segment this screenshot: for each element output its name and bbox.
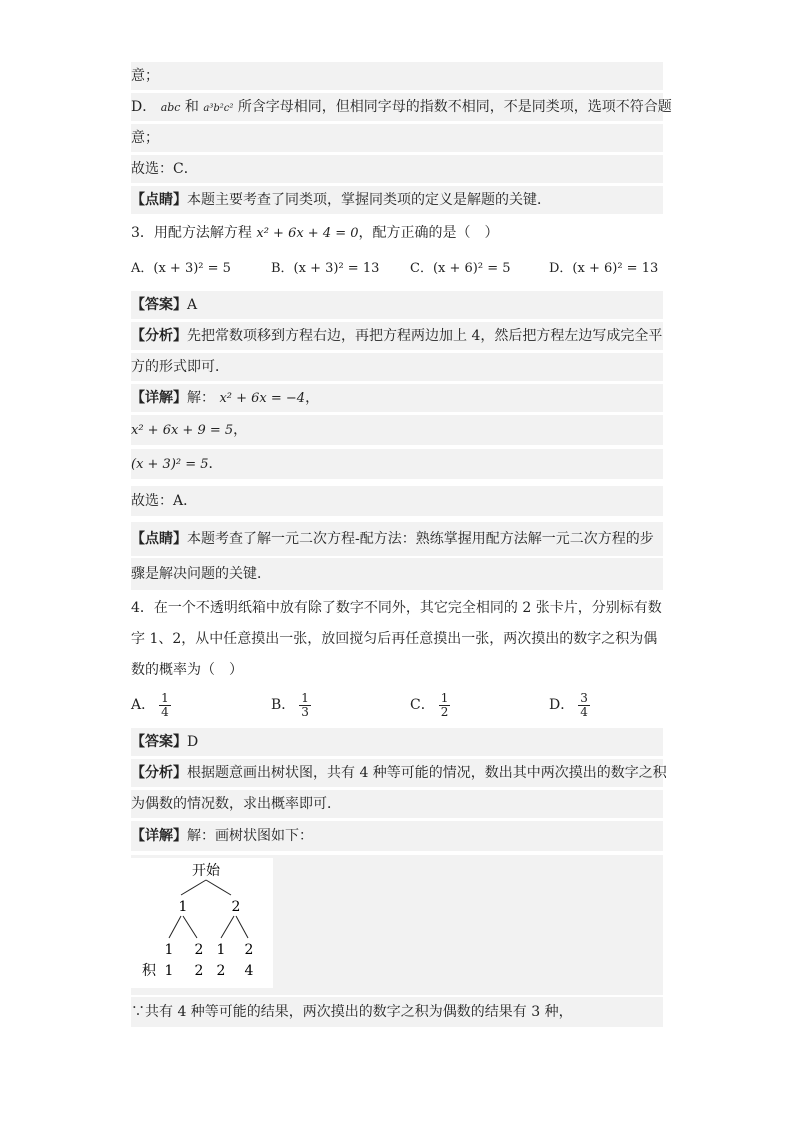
option-label: C． bbox=[410, 697, 435, 713]
denominator: 3 bbox=[301, 704, 309, 719]
comment-line bbox=[131, 522, 663, 556]
numerator: 1 bbox=[301, 690, 309, 705]
option-b: B．(x + 3)² = 13 bbox=[271, 261, 380, 276]
analysis-line bbox=[131, 353, 663, 381]
analysis-tag: 【分析】 bbox=[131, 765, 187, 781]
option-a: A．(x + 3)² = 5 bbox=[131, 261, 231, 276]
denominator: 2 bbox=[440, 704, 449, 719]
conclusion-line bbox=[131, 997, 663, 1027]
answer-tag: 【答案】 bbox=[131, 734, 187, 750]
analysis-line bbox=[131, 790, 663, 818]
text-line bbox=[131, 62, 663, 90]
equation: x² + 6x + 9 = 5 bbox=[131, 423, 234, 438]
question-3-options bbox=[131, 256, 663, 282]
tree-product-value: 4 bbox=[244, 963, 254, 979]
selection-line bbox=[131, 155, 663, 183]
line-text: 故选：C． bbox=[131, 161, 198, 177]
option-d-explanation bbox=[131, 93, 672, 121]
line-text: 骤是解决问题的关键． bbox=[131, 566, 271, 582]
equation: (x + 3)² = 5 bbox=[131, 457, 209, 472]
answer-line bbox=[131, 728, 663, 756]
comment-line bbox=[131, 186, 663, 214]
line-text: 解：画树状图如下： bbox=[187, 828, 313, 844]
math-term: abc bbox=[160, 101, 181, 114]
tree-level2-node: 2 bbox=[194, 942, 204, 958]
text-line bbox=[131, 124, 663, 152]
fraction bbox=[159, 692, 171, 719]
tree-level2-node: 1 bbox=[164, 942, 174, 958]
equation: x² + 6x + 4 = 0 bbox=[256, 226, 359, 241]
comment-tag: 【点睛】 bbox=[131, 531, 187, 547]
option-label: D． bbox=[549, 697, 575, 713]
question-4-options bbox=[131, 688, 663, 722]
tree-product-label: 积 bbox=[142, 963, 156, 979]
question-text: ，配方正确的是（ ） bbox=[358, 225, 499, 241]
line-text: 意； bbox=[131, 130, 159, 146]
tree-level1-node: 2 bbox=[231, 899, 241, 915]
answer-line bbox=[131, 291, 663, 319]
option-d: D．(x + 6)² = 13 bbox=[549, 261, 659, 276]
option-c: C．(x + 6)² = 5 bbox=[410, 261, 511, 276]
punctuation: ． bbox=[208, 456, 223, 472]
comment-line bbox=[131, 558, 663, 590]
math-term: a³b²c² bbox=[203, 103, 234, 114]
detail-tag: 【详解】 bbox=[131, 828, 187, 844]
denominator: 4 bbox=[161, 704, 169, 719]
line-text: ∵共有 4 种等可能的结果，两次摸出的数字之积为偶数的结果有 3 种， bbox=[131, 1004, 573, 1020]
denominator: 4 bbox=[580, 704, 588, 719]
selection-line bbox=[131, 486, 663, 516]
option-label: D． bbox=[131, 99, 157, 115]
numerator: 3 bbox=[580, 690, 588, 705]
tree-product-value: 2 bbox=[216, 963, 226, 979]
answer-tag: 【答案】 bbox=[131, 297, 187, 313]
detail-line bbox=[131, 384, 663, 412]
detail-line bbox=[131, 449, 663, 479]
option-b bbox=[271, 688, 311, 722]
fraction bbox=[299, 692, 311, 719]
equation: x² + 6x = −4 bbox=[219, 391, 306, 406]
tree-diagram bbox=[131, 858, 273, 988]
line-text: 所含字母相同，但相同字母的指数不相同，不是同类项，选项不符合题 bbox=[237, 99, 672, 115]
question-text: 3．用配方法解方程 bbox=[131, 225, 252, 241]
analysis-tag: 【分析】 bbox=[131, 328, 187, 344]
line-text: 为偶数的情况数，求出概率即可． bbox=[131, 796, 341, 812]
tree-diagram-svg bbox=[131, 858, 273, 988]
analysis-line bbox=[131, 322, 663, 350]
option-label: A． bbox=[131, 697, 156, 713]
line-text: 解： bbox=[187, 390, 215, 406]
numerator: 1 bbox=[440, 690, 449, 705]
line-text: 先把常数项移到方程右边，再把方程两边加上 4，然后把方程左边写成完全平 bbox=[187, 328, 663, 344]
tree-level2-node: 1 bbox=[216, 942, 226, 958]
fraction bbox=[439, 692, 451, 719]
tree-level2-node: 2 bbox=[244, 942, 254, 958]
numerator: 1 bbox=[161, 690, 169, 705]
answer-value: A bbox=[187, 297, 198, 313]
connector-text: 和 bbox=[184, 99, 199, 115]
detail-tag: 【详解】 bbox=[131, 390, 187, 406]
line-text: 本题主要考查了同类项，掌握同类项的定义是解题的关键． bbox=[187, 192, 551, 208]
question-text: 4．在一个不透明纸箱中放有除了数字不同外，其它完全相同的 2 张卡片，分别标有数 bbox=[131, 600, 662, 616]
question-text: 数的概率为（ ） bbox=[131, 662, 243, 678]
analysis-line bbox=[131, 759, 667, 787]
line-text: 根据题意画出树状图，共有 4 种等可能的情况，数出其中两次摸出的数字之积 bbox=[187, 765, 667, 781]
tree-root-label: 开始 bbox=[192, 863, 220, 879]
line-text: 意； bbox=[131, 68, 159, 84]
tree-product-value: 2 bbox=[194, 963, 204, 979]
question-4-stem bbox=[131, 594, 663, 622]
line-text: 方的形式即可． bbox=[131, 359, 229, 375]
option-d bbox=[549, 688, 590, 722]
line-text: 本题考查了解一元二次方程-配方法：熟练掌握用配方法解一元二次方程的步 bbox=[187, 531, 654, 547]
line-text: 故选：A． bbox=[131, 493, 198, 509]
detail-line bbox=[131, 415, 663, 445]
question-3-stem bbox=[131, 220, 663, 246]
question-4-stem bbox=[131, 656, 663, 684]
option-c bbox=[410, 688, 450, 722]
question-text: 字 1、2，从中任意摸出一张，放回搅匀后再任意摸出一张，两次摸出的数字之积为偶 bbox=[131, 631, 658, 647]
option-label: B． bbox=[271, 697, 296, 713]
punctuation: ， bbox=[233, 422, 248, 438]
punctuation: ， bbox=[305, 390, 320, 406]
detail-line bbox=[131, 821, 663, 851]
tree-product-value: 1 bbox=[164, 963, 174, 979]
question-4-stem bbox=[131, 625, 663, 653]
comment-tag: 【点睛】 bbox=[131, 192, 187, 208]
fraction bbox=[578, 692, 590, 719]
option-a bbox=[131, 688, 171, 722]
tree-level1-node: 1 bbox=[178, 899, 188, 915]
answer-value: D bbox=[187, 734, 199, 750]
